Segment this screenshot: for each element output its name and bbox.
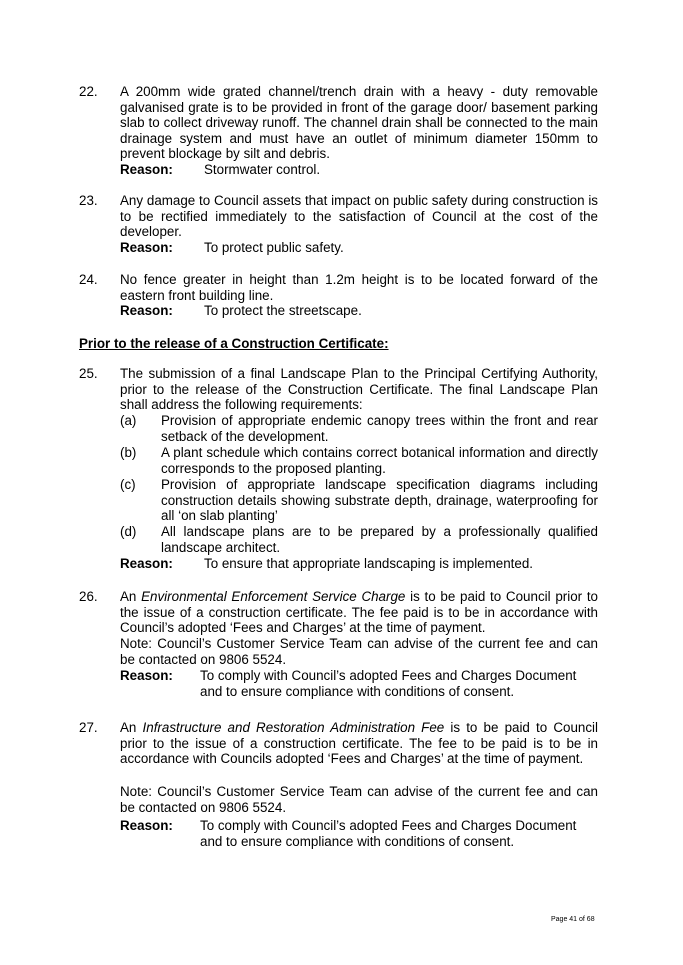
condition-number: 24.	[79, 272, 98, 287]
section-heading: Prior to the release of a Construction Certificate:	[79, 336, 389, 351]
condition-text: No fence greater in height than 1.2m height is to be located forward of the eastern front building line.	[120, 272, 598, 303]
condition-number: 25.	[79, 366, 98, 381]
reason-label: Reason:	[120, 556, 173, 571]
reason-label: Reason:	[120, 668, 173, 683]
condition-note: Note: Council’s Customer Service Team can advise of the current fee and can be contacted on 9806 5524.	[120, 784, 598, 815]
list-item-text: Provision of appropriate endemic canopy trees within the front and rear setback of the development.	[161, 413, 598, 444]
condition-number: 26.	[79, 589, 98, 604]
condition-number: 27.	[79, 720, 98, 735]
condition-text: A 200mm wide grated channel/trench drain with a heavy - duty removable galvanised grate is to be provided in front of the garage door/ basement parking slab to collect driveway runoff. The channel drain shall be connected to the main drainage system and must have an outlet of minimum diameter 150mm to prevent blockage by silt and debris.	[120, 84, 598, 162]
reason-label: Reason:	[120, 240, 173, 255]
reason-label: Reason:	[120, 162, 173, 177]
reason-text: To ensure that appropriate landscaping is implemented.	[204, 556, 534, 571]
reason-text: To protect the streetscape.	[204, 303, 362, 318]
list-item-label: (b)	[120, 445, 137, 460]
list-item-label: (a)	[120, 413, 137, 428]
reason-text: To comply with Council’s adopted Fees and Charges Document and to ensure compliance with conditions of consent.	[200, 818, 577, 849]
condition-text: An Environmental Enforcement Service Charge is to be paid to Council prior to the issue of a construction certificate. The fee paid is to be in accordance with Council’s adopted ‘Fees and Charges’ at the time of payment.	[120, 589, 598, 636]
reason-label: Reason:	[120, 303, 173, 318]
list-item-label: (c)	[120, 477, 136, 492]
fee-name: Environmental Enforcement Service Charge	[141, 589, 406, 604]
reason-text: Stormwater control.	[204, 162, 321, 177]
page-number: Page 41 of 68	[551, 916, 595, 923]
condition-number: 23.	[79, 193, 98, 208]
reason-label: Reason:	[120, 818, 173, 833]
reason-text: To comply with Council’s adopted Fees and Charges Document and to ensure compliance with conditions of consent.	[200, 668, 577, 699]
condition-text: An Infrastructure and Restoration Administration Fee is to be paid to Council prior to the issue of a construction certificate. The fee to be paid is to be in accordance with Councils adopted ‘Fees and Charges’ at the time of payment.	[120, 720, 598, 767]
condition-number: 22.	[79, 84, 98, 99]
reason-text: To protect public safety.	[204, 240, 344, 255]
condition-text: The submission of a final Landscape Plan to the Principal Certifying Authority, prior to the release of the Construction Certificate. The final Landscape Plan shall address the following requirements:	[120, 366, 598, 413]
list-item-text: All landscape plans are to be prepared by a professionally qualified landscape architect.	[161, 524, 598, 555]
list-item-label: (d)	[120, 524, 137, 539]
fee-name: Infrastructure and Restoration Administration Fee	[142, 720, 445, 735]
condition-note: Note: Council’s Customer Service Team can advise of the current fee and can be contacted on 9806 5524.	[120, 636, 598, 667]
list-item-text: A plant schedule which contains correct botanical information and directly corresponds to the proposed planting.	[161, 445, 598, 476]
list-item-text: Provision of appropriate landscape specification diagrams including construction details showing substrate depth, drainage, waterproofing for all ‘on slab planting’	[161, 477, 598, 524]
condition-text: Any damage to Council assets that impact on public safety during construction is to be rectified immediately to the satisfaction of Council at the cost of the developer.	[120, 193, 598, 240]
